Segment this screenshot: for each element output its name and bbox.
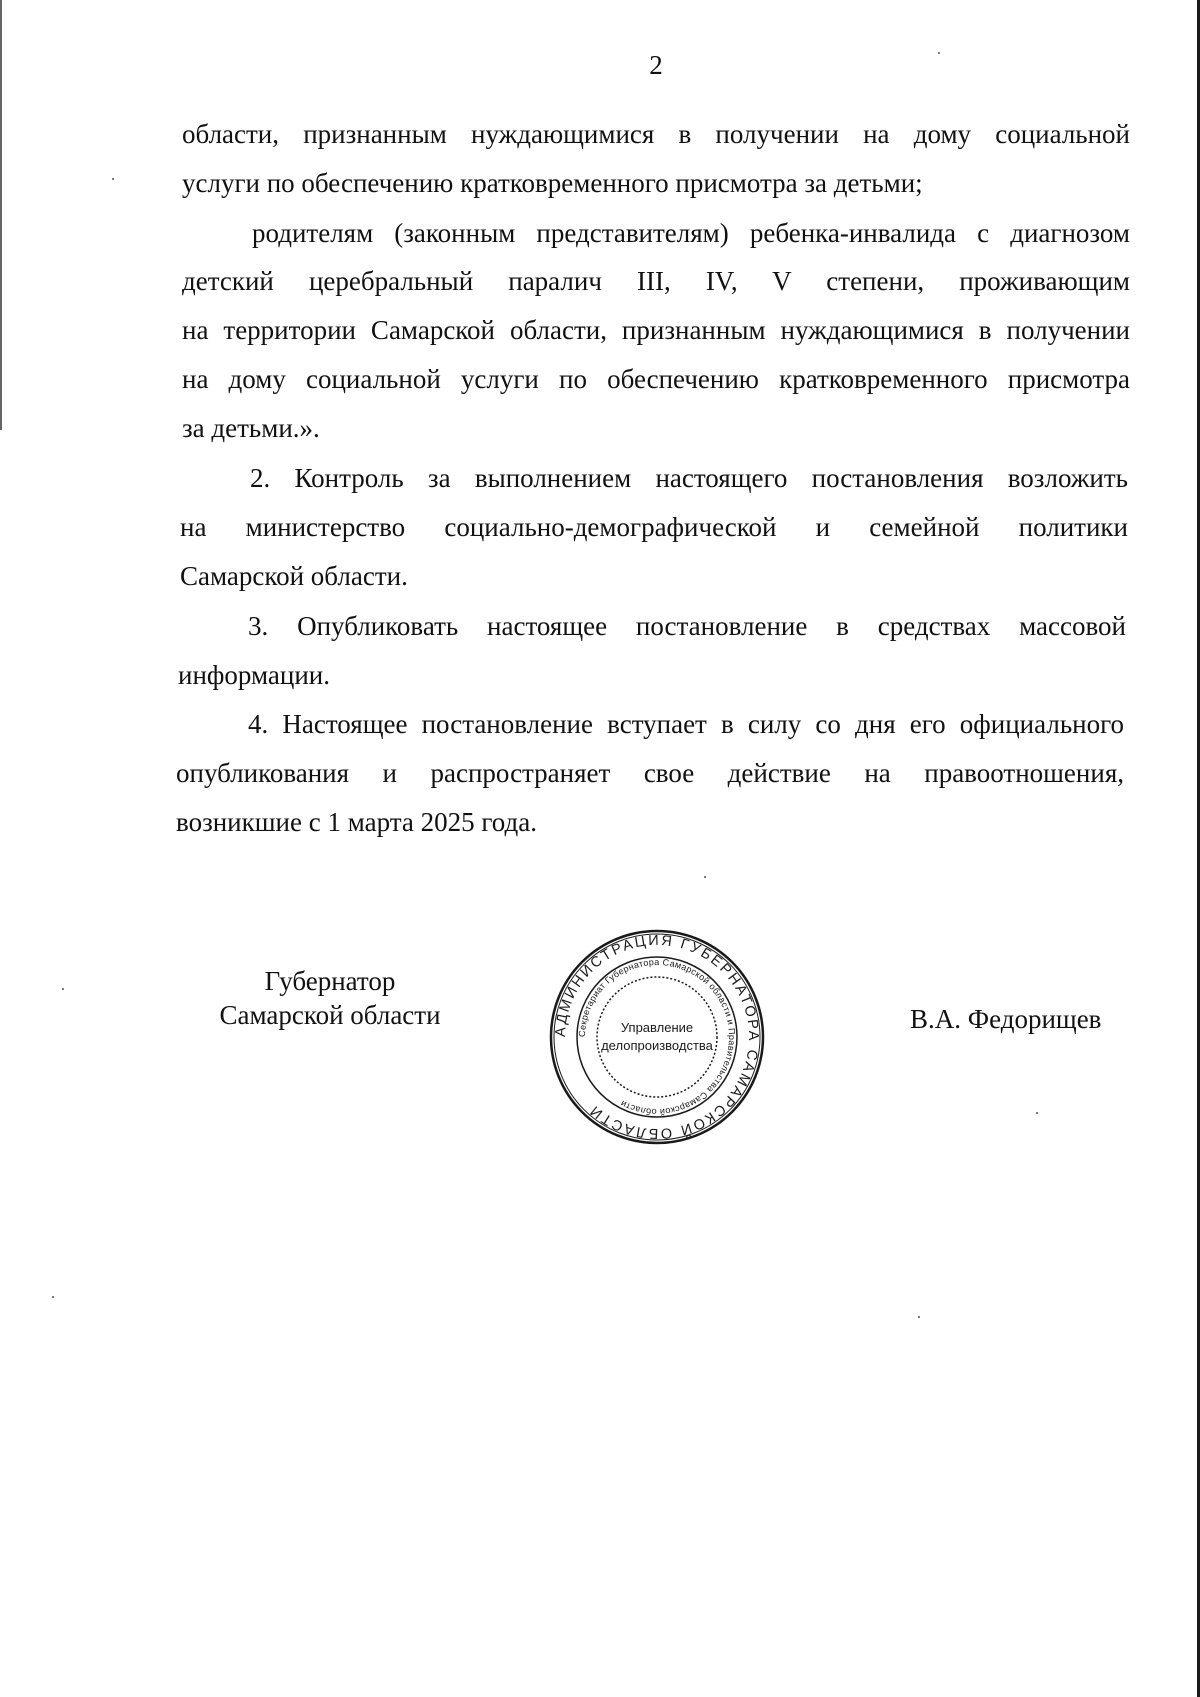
scan-speck xyxy=(112,178,114,180)
scan-speck xyxy=(704,876,706,878)
paragraph-2-line-4: на дому социальной услуги по обеспечению кратковременного присмотра xyxy=(182,364,1130,394)
seal-outer-text: АДМИНИСТРАЦИЯ ГУБЕРНАТОРА САМАРСКОЙ ОБЛАСТИ xyxy=(552,932,762,1142)
paragraph-5-line-2: опубликования и распространяет свое действие на правоотношения, xyxy=(176,758,1124,788)
signatory-name: В.А. Федорищев xyxy=(910,1004,1102,1034)
scan-speck xyxy=(1036,1112,1038,1114)
paragraph-2-line-5: за детьми.». xyxy=(182,413,320,443)
paragraph-3-line-1: 2. Контроль за выполнением настоящего постановления возложить xyxy=(250,463,1128,493)
page-number: 2 xyxy=(649,50,663,80)
paragraph-3-line-3: Самарской области. xyxy=(180,561,408,591)
paragraph-2-line-2: детский церебральный паралич III, IV, V степени, проживающим xyxy=(182,266,1130,296)
seal-center-line-1: Управление xyxy=(620,1020,694,1035)
seal-inner-ring xyxy=(597,977,717,1097)
paragraph-3-line-2: на министерство социально-демографической и семейной политики xyxy=(180,512,1128,542)
paragraph-4-line-2: информации. xyxy=(178,660,330,690)
paragraph-4-line-1: 3. Опубликовать настоящее постановление в средствах массовой xyxy=(248,611,1126,641)
paragraph-5-line-3: возникшие с 1 марта 2025 года. xyxy=(176,807,537,837)
paragraph-1-line-2: услуги по обеспечению кратковременного присмотра за детьми; xyxy=(182,168,923,198)
signatory-title-line-2: Самарской области xyxy=(219,1000,441,1030)
signatory-title-line-1: Губернатор xyxy=(264,966,396,996)
scan-speck xyxy=(918,1316,920,1318)
official-seal xyxy=(548,928,766,1146)
paragraph-2-line-1: родителям (законным представителям) ребенка-инвалида с диагнозом xyxy=(252,218,1130,248)
signatory-title xyxy=(200,964,460,1032)
scan-speck xyxy=(938,52,940,54)
paragraph-1-line-1: области, признанным нуждающимися в получении на дому социальной xyxy=(182,119,1130,149)
paragraph-2-line-3: на территории Самарской области, признанным нуждающимися в получении xyxy=(182,315,1130,345)
seal-center-line-2: делопроизводства xyxy=(601,1038,713,1053)
scan-speck xyxy=(52,1296,54,1298)
scan-speck xyxy=(62,988,64,990)
paragraph-5-line-1: 4. Настоящее постановление вступает в силу со дня его официального xyxy=(248,709,1124,739)
seal-inner-text: Секретариат Губернатора Самарской области и Правительства Самарской области xyxy=(576,956,738,1118)
